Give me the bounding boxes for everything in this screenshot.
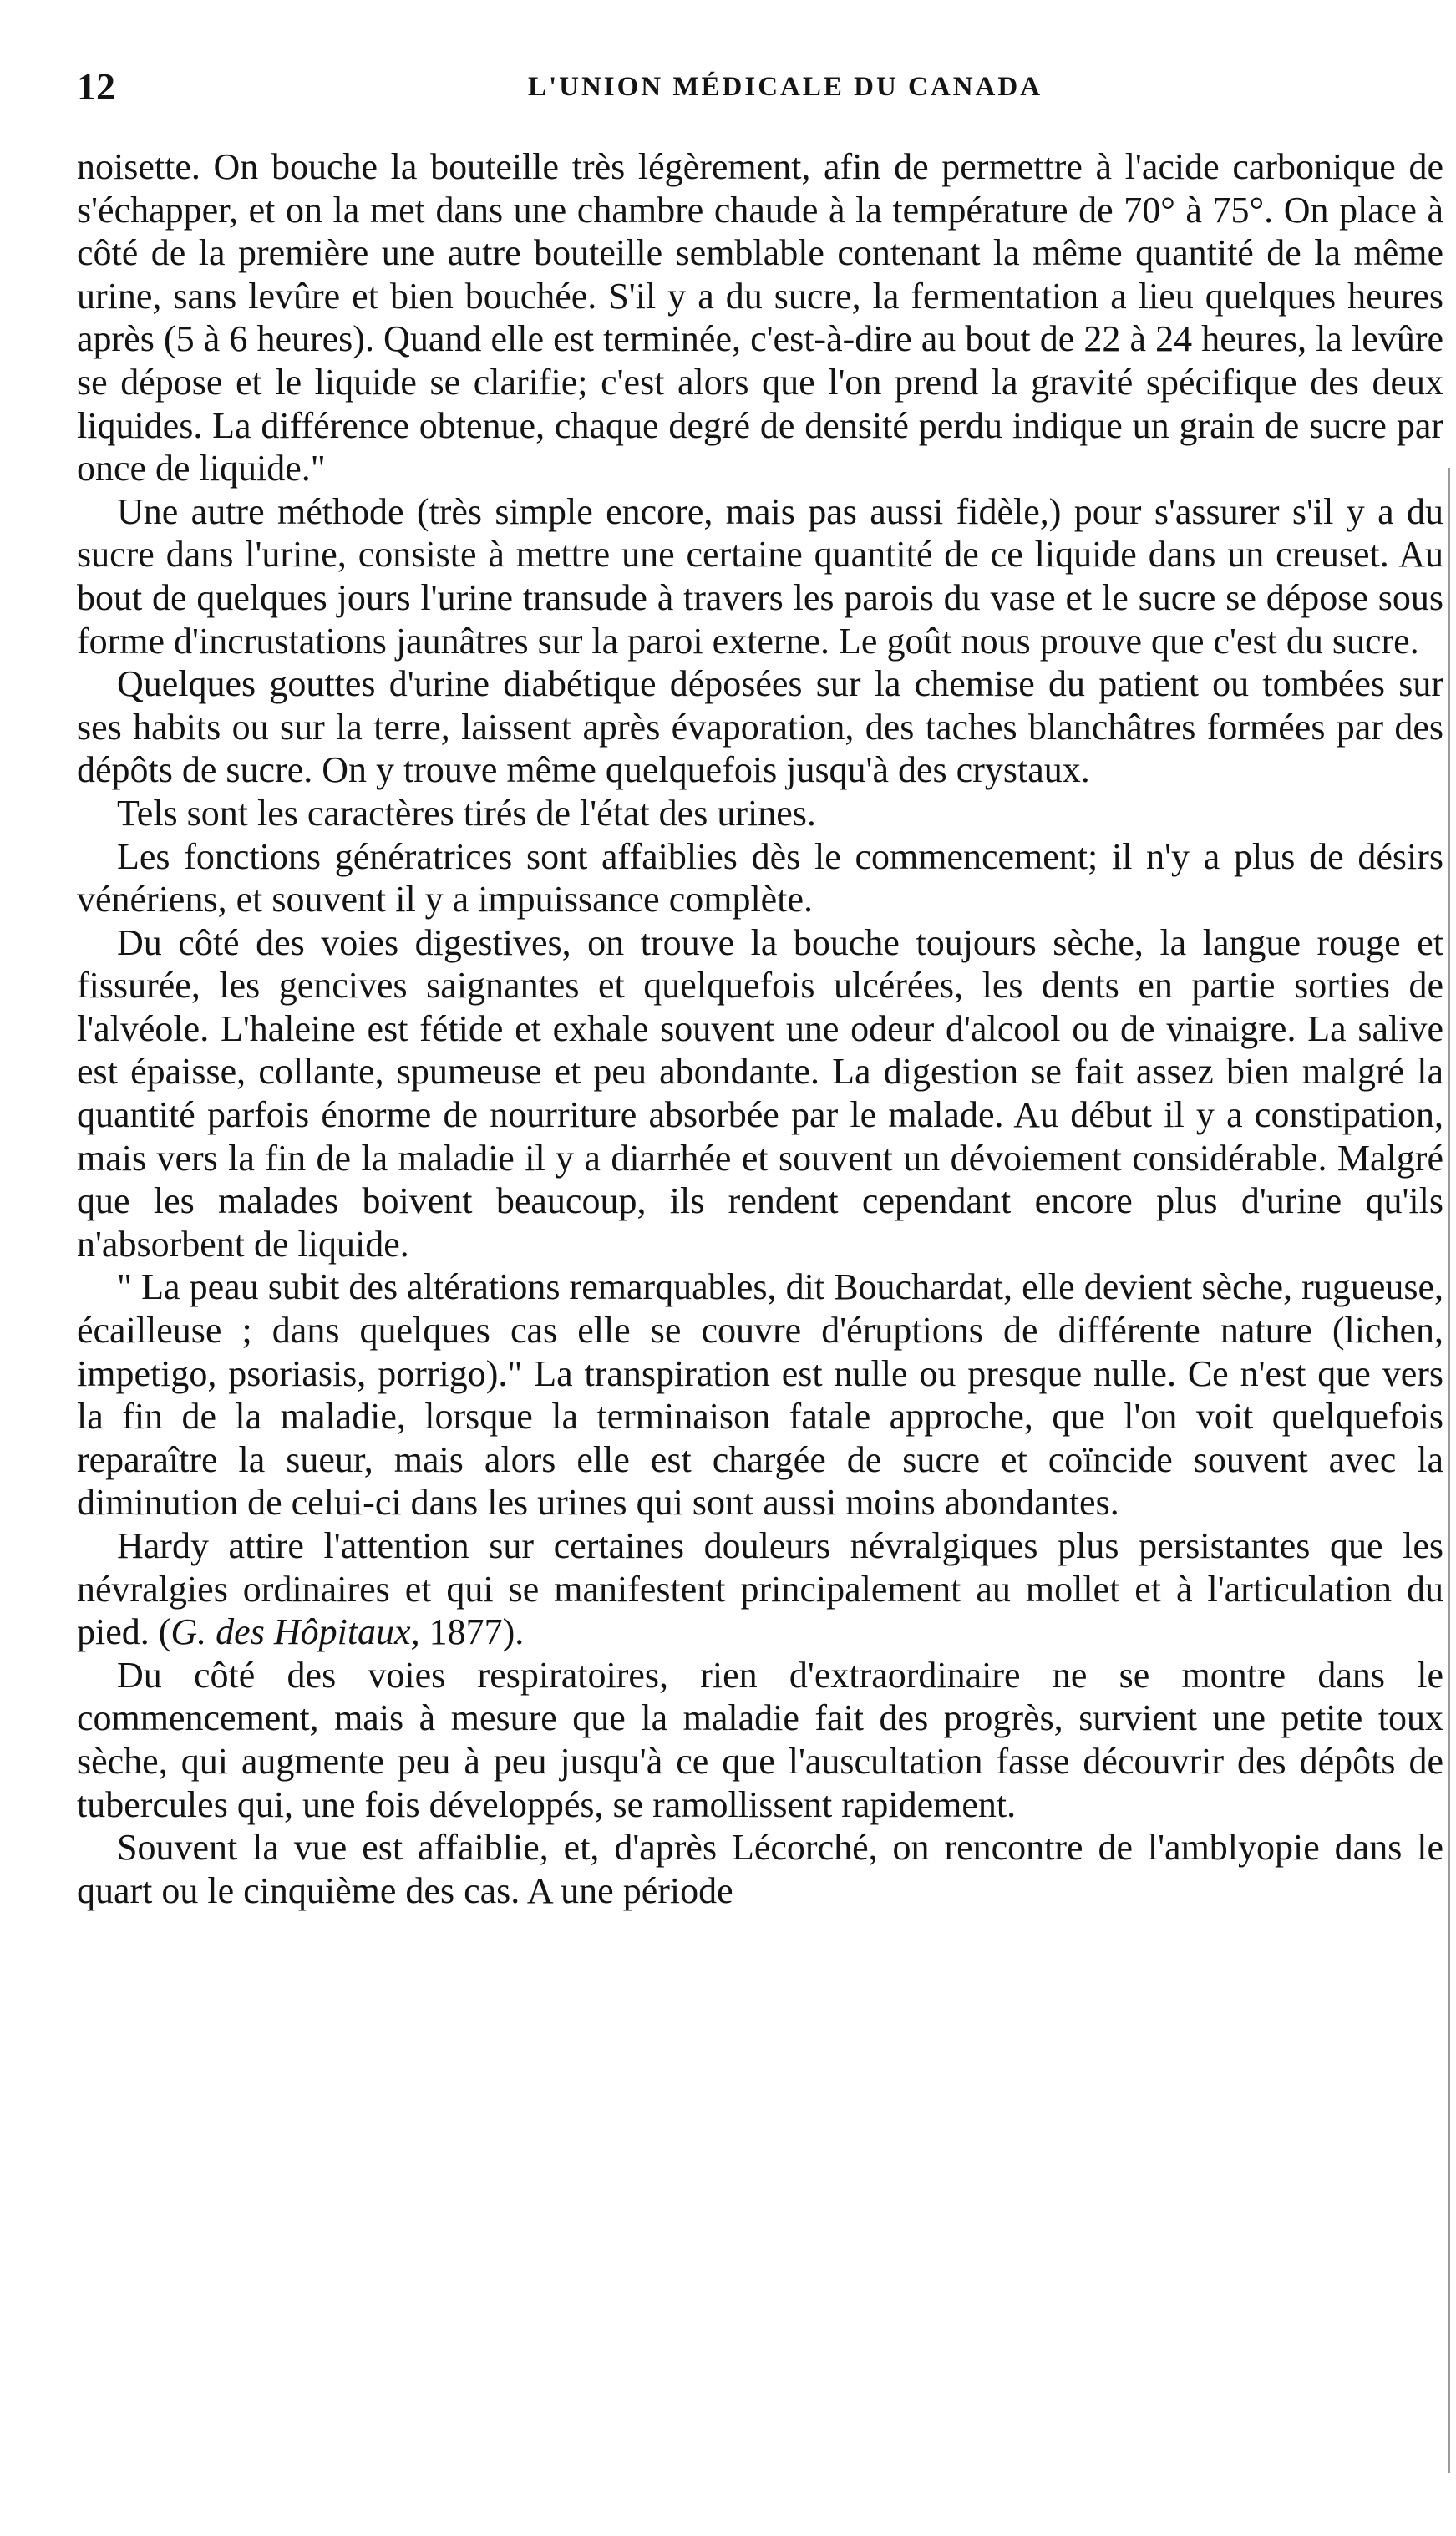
page-number: 12 (77, 65, 115, 108)
paragraph-urine-stains: Quelques gouttes d'urine diabétique déposées sur la chemise du patient ou tombées sur ses habits ou sur la terre, laissent après évaporation, des taches blanchâtres formées par des dépôts de sucre. On y trouve même quelquefois jusqu'à des crystaux. (77, 663, 1443, 791)
page-header (77, 62, 1443, 112)
paragraph-generative-functions: Les fonctions génératrices sont affaiblies dès le commencement; il n'y a plus de désirs vénériens, et souvent il y a impuissance complète. (77, 835, 1443, 921)
paragraph-urine-summary: Tels sont les caractères tirés de l'état des urines. (117, 792, 816, 834)
article-body (77, 145, 1443, 1912)
paragraph-neuralgia (77, 1524, 1443, 1654)
citation-source: G. des Hôpitaux, (170, 1611, 420, 1653)
running-title: L'UNION MÉDICALE DU CANADA (527, 72, 1043, 102)
paragraph-skin: " La peau subit des altérations remarquables, dit Bouchardat, elle devient sèche, rugueuse, écailleuse ; dans quelques cas elle se couvre d'éruptions de différente nature (lichen, impetigo, psoriasis, porrigo)." La transpiration est nulle ou presque nulle. Ce n'est que vers la fin de la maladie, lorsque la terminaison fatale approche, que l'on voit quelquefois reparaître la sueur, mais alors elle est chargée de sucre et coïncide souvent avec la diminution de celui-ci dans les urines qui sont aussi moins abondantes. (77, 1266, 1443, 1524)
citation-year: 1877). (419, 1611, 525, 1653)
paragraph-respiratory: Du côté des voies respiratoires, rien d'extraordinaire ne se montre dans le commencement, mais à mesure que la maladie fait des progrès, survient une petite toux sèche, qui augmente peu à peu jusqu'à ce que l'auscultation fasse découvrir des dépôts de tubercules qui, une fois développés, se ramollissent rapidement. (77, 1654, 1443, 1825)
margin-rule (1448, 468, 1450, 2473)
paragraph-crucible-method: Une autre méthode (très simple encore, mais pas aussi fidèle,) pour s'assurer s'il y a du sucre dans l'urine, consiste à mettre une certaine quantité de ce liquide dans un creuset. Au bout de quelques jours l'urine transude à travers les parois du vase et le sucre se dépose sous forme d'incrustations jaunâtres sur la paroi externe. Le goût nous prouve que c'est du sucre. (77, 490, 1443, 662)
paragraph-digestive-system: Du côté des voies digestives, on trouve la bouche toujours sèche, la langue rouge et fissurée, les gencives saignantes et quelquefois ulcérées, les dents en partie sorties de l'alvéole. L'haleine est fétide et exhale souvent une odeur d'alcool ou de vinaigre. La salive est épaisse, collante, spumeuse et peu abondante. La digestion se fait assez bien malgré la quantité parfois énorme de nourriture absorbée par le malade. Au début il y a constipation, mais vers la fin de la maladie il y a diarrhée et souvent un dévoiement considérable. Malgré que les malades boivent beaucoup, ils rendent cependant encore plus d'urine qu'ils n'absorbent de liquide. (77, 921, 1443, 1265)
paragraph-fermentation-test: noisette. On bouche la bouteille très légèrement, afin de permettre à l'acide carbonique de s'échapper, et on la met dans une chambre chaude à la température de 70° à 75°. On place à côté de la première une autre bouteille semblable contenant la même quantité de la même urine, sans levûre et bien bouchée. S'il y a du sucre, la fermentation a lieu quelques heures après (5 à 6 heures). Quand elle est terminée, c'est-à-dire au bout de 22 à 24 heures, la levûre se dépose et le liquide se clarifie; c'est alors que l'on prend la gravité spécifique des deux liquides. La différence obtenue, chaque degré de densité perdu indique un grain de sucre par once de liquide." (77, 146, 1443, 489)
neuralgia-text: Hardy attire l'attention sur certaines douleurs névralgiques plus persistantes que les névralgies ordinaires et qui se manifestent principalement au mollet et à l'articulation du pied. ( (77, 1525, 1443, 1653)
page (77, 62, 1443, 1912)
paragraph-vision: Souvent la vue est affaiblie, et, d'après Lécorché, on rencontre de l'amblyopie dans le quart ou le cinquième des cas. A une période (77, 1827, 1443, 1911)
